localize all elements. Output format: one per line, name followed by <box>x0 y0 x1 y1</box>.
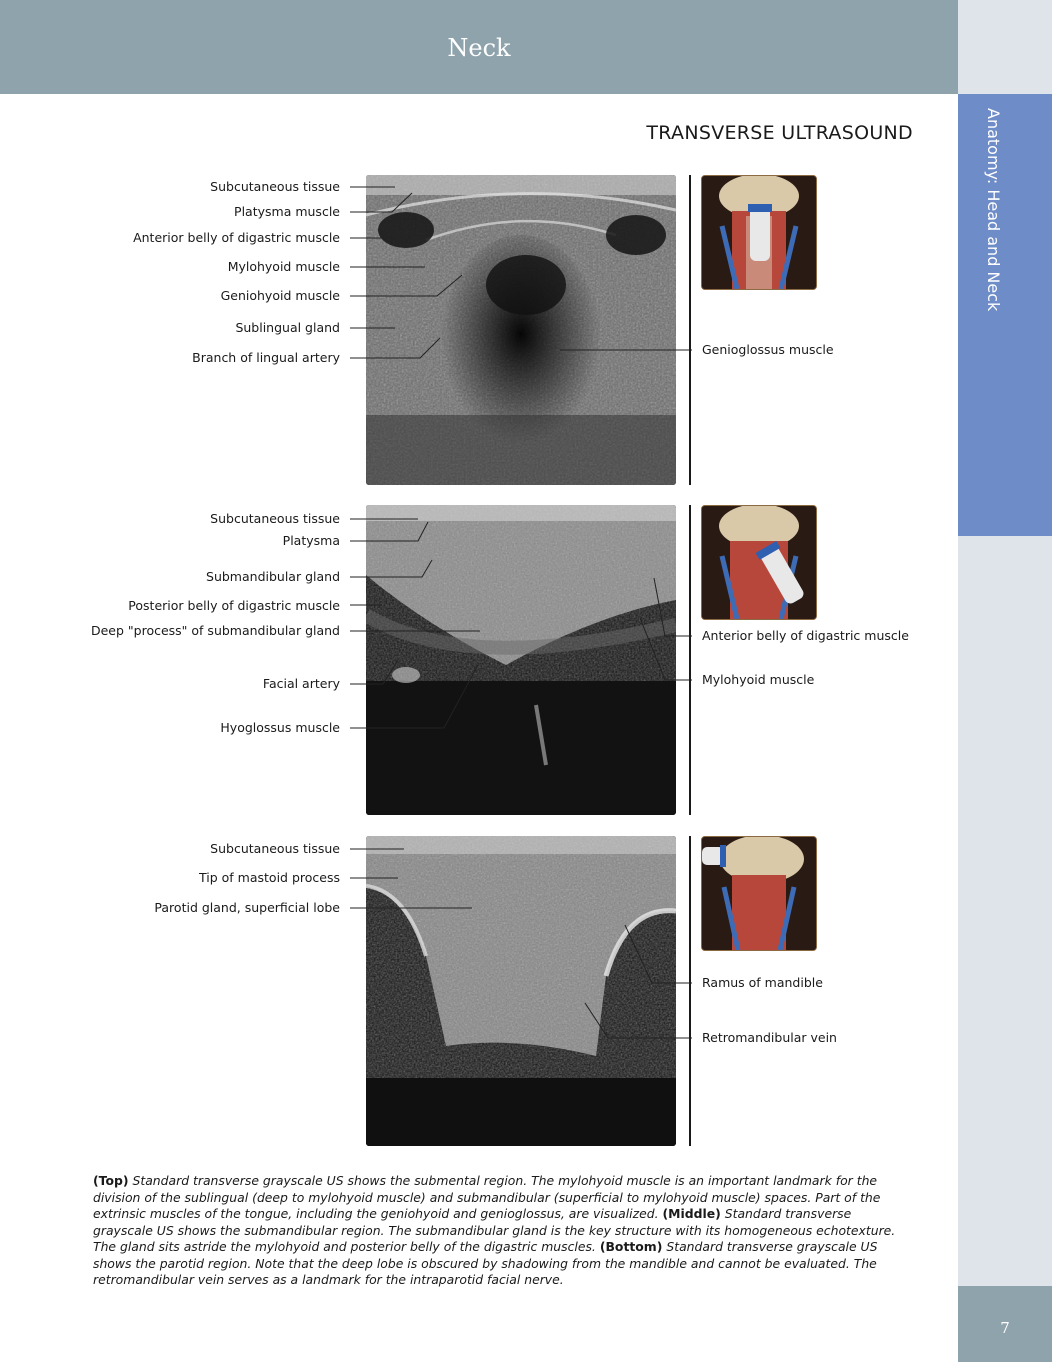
ultrasound-image-top <box>366 175 676 485</box>
ultrasound-image-bottom <box>366 836 676 1146</box>
label-genioglossus-muscle: Genioglossus muscle <box>702 342 834 357</box>
label-sublingual-gland: Sublingual gland <box>235 320 340 335</box>
caption-text-bottom: Standard transverse grayscale US shows the parotid region. Note that the deep lobe is obscured by shadowing from the mandible and cannot be evaluated. The retromandibular vein serves as a landmark for the intraparotid facial nerve. <box>93 1239 878 1287</box>
label-deep-process-submandibular: Deep "process" of submandibular gland <box>90 623 340 638</box>
label-platysma-muscle: Platysma muscle <box>234 204 340 219</box>
separator-top <box>689 175 691 485</box>
separator-middle <box>689 505 691 815</box>
header-title: Neck <box>447 34 511 62</box>
label-geniohyoid-muscle: Geniohyoid muscle <box>220 288 340 303</box>
label-anterior-belly-digastric: Anterior belly of digastric muscle <box>133 230 340 245</box>
separator-bottom <box>689 836 691 1146</box>
chapter-tab-label: Anatomy: Head and Neck <box>984 108 1003 312</box>
caption-text-middle: Standard transverse grayscale US shows the submandibular region. The submandibular gland is the key structure with its homogeneous echotexture. The gland sits astride the mylohyoid and posterior belly of the digastric muscles. <box>93 1206 896 1254</box>
ultrasound-image-middle <box>366 505 676 815</box>
caption-tag-bottom: (Bottom) <box>599 1239 663 1254</box>
label-mylohyoid-muscle: Mylohyoid muscle <box>227 259 340 274</box>
probe-position-illustration-top <box>701 175 817 290</box>
label-platysma: Platysma <box>282 533 340 548</box>
caption-tag-middle: (Middle) <box>662 1206 721 1221</box>
probe-position-illustration-middle <box>701 505 817 620</box>
label-mylohyoid-muscle-middle: Mylohyoid muscle <box>702 672 815 687</box>
caption-tag-top: (Top) <box>93 1173 129 1188</box>
section-title: TRANSVERSE ULTRASOUND <box>646 122 913 144</box>
label-submandibular-gland: Submandibular gland <box>206 569 340 584</box>
label-hyoglossus-muscle: Hyoglossus muscle <box>220 720 340 735</box>
probe-position-illustration-bottom <box>701 836 817 951</box>
label-branch-lingual-artery: Branch of lingual artery <box>192 350 340 365</box>
label-posterior-belly-digastric: Posterior belly of digastric muscle <box>128 598 340 613</box>
label-parotid-gland-superficial: Parotid gland, superficial lobe <box>154 900 340 915</box>
label-subcutaneous-tissue-middle: Subcutaneous tissue <box>210 511 340 526</box>
label-ramus-of-mandible: Ramus of mandible <box>702 975 823 990</box>
label-tip-mastoid-process: Tip of mastoid process <box>199 870 340 885</box>
side-bar-middle <box>958 536 1052 1286</box>
label-retromandibular-vein: Retromandibular vein <box>702 1030 837 1045</box>
page-number: 7 <box>1000 1319 1010 1337</box>
figure-caption <box>93 1173 913 1289</box>
label-subcutaneous-tissue-top: Subcutaneous tissue <box>210 179 340 194</box>
side-bar-top <box>958 0 1052 94</box>
label-subcutaneous-tissue-bottom: Subcutaneous tissue <box>210 841 340 856</box>
label-anterior-belly-digastric-middle: Anterior belly of digastric muscle <box>702 628 909 643</box>
label-facial-artery: Facial artery <box>262 676 340 691</box>
caption-text-top: Standard transverse grayscale US shows the submental region. The mylohyoid muscle is an important landmark for the division of the sublingual (deep to mylohyoid muscle) and submandibular (superficial to mylohyoid muscle) spaces. Part of the extrinsic muscles of the tongue, including the geniohyoid and genioglossus, are visualized. <box>93 1173 881 1221</box>
